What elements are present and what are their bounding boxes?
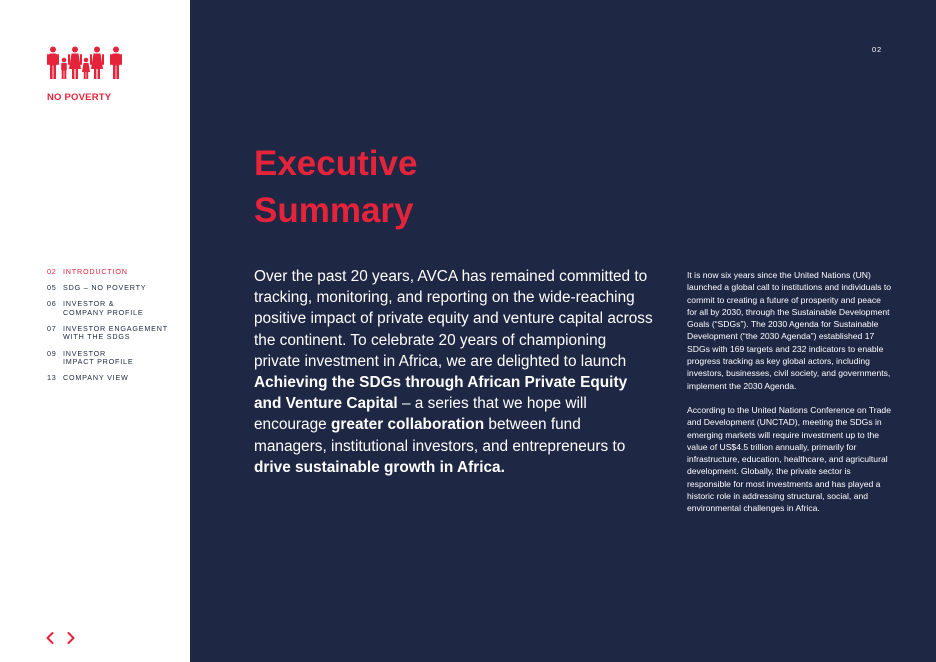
intro-text: between fund managers, institutional investors, and entrepreneurs to bbox=[254, 416, 626, 455]
page-title-line: Executive bbox=[254, 144, 418, 183]
toc-item-label: INTRODUCTION bbox=[63, 267, 128, 276]
intro-paragraph bbox=[254, 266, 654, 478]
toc-item-label: INVESTOR IMPACT PROFILE bbox=[63, 348, 134, 367]
toc-item-sdg-no-poverty[interactable] bbox=[47, 284, 168, 293]
toc-item-label: SDG – NO POVERTY bbox=[63, 283, 147, 293]
toc-item-label: COMPANY VIEW bbox=[63, 373, 129, 383]
toc-item-number: 06 bbox=[47, 299, 57, 309]
intro-text: – a series that we hope will encourage bbox=[254, 395, 587, 434]
toc-item-introduction[interactable] bbox=[47, 268, 168, 277]
toc-item-number: 13 bbox=[47, 373, 57, 383]
page-number: 02 bbox=[872, 45, 882, 54]
toc-item-number: 07 bbox=[47, 323, 57, 333]
toc-item-label: INVESTOR ENGAGEMENT WITH THE SDGS bbox=[63, 323, 168, 342]
toc-item-investor-company-profile[interactable] bbox=[47, 300, 168, 317]
intro-text: Over the past 20 years, AVCA has remained committed to tracking, monitoring, and reporting on the wide-reaching positive impact of private equity and venture capital across the continent. To celebrate 20 years of championing private investment in Africa, we are delighted to launch bbox=[254, 268, 653, 370]
intro-emphasis: drive sustainable growth in Africa. bbox=[254, 458, 505, 476]
chevron-right-icon[interactable] bbox=[64, 630, 78, 646]
page-title-line: Summary bbox=[254, 191, 414, 230]
toc-item-number: 09 bbox=[47, 348, 57, 358]
side-paragraph: It is now six years since the United Nations (UN) launched a global call to institutions and individuals to commit to creating a future of prosperity and peace for all by 2030, through the Sustainable Development Goals (“SDGs”). The 2030 Agenda for Sustainable Development (“the 2030 Agenda”) established 17 SDGs with 169 targets and 232 indicators to enable progress tracking as key global actors, including investors, businesses, civil society, and governments, implement the 2030 Agenda. bbox=[687, 270, 891, 391]
toc-item-investor-engagement[interactable] bbox=[47, 325, 168, 342]
sidebar bbox=[0, 0, 190, 662]
side-column bbox=[687, 269, 892, 527]
table-of-contents bbox=[47, 268, 168, 390]
intro-emphasis: Achieving the SDGs through African Private Equity and Venture Capital bbox=[254, 374, 628, 413]
chevron-left-icon[interactable] bbox=[43, 630, 57, 646]
sdg-no-poverty-family-icon bbox=[47, 46, 123, 80]
toc-item-label: INVESTOR & COMPANY PROFILE bbox=[63, 299, 144, 317]
toc-item-number: 05 bbox=[47, 283, 57, 293]
page-title bbox=[254, 140, 554, 234]
toc-item-company-view[interactable] bbox=[47, 374, 168, 383]
toc-item-investor-impact-profile[interactable] bbox=[47, 350, 168, 367]
sdg-label: NO POVERTY bbox=[47, 92, 112, 103]
intro-emphasis: greater collaboration bbox=[331, 416, 485, 434]
toc-item-number: 02 bbox=[47, 267, 57, 276]
side-paragraph: According to the United Nations Conference on Trade and Development (UNCTAD), meeting the SDGs in emerging markets will require investment up to the value of US$4.5 trillion annually, primarily for infrastructure, education, healthcare, and agricultural development. Globally, the private sector is responsible for most investments and has played a historic role in addressing structural, social, and environmental challenges in Africa. bbox=[687, 404, 891, 514]
